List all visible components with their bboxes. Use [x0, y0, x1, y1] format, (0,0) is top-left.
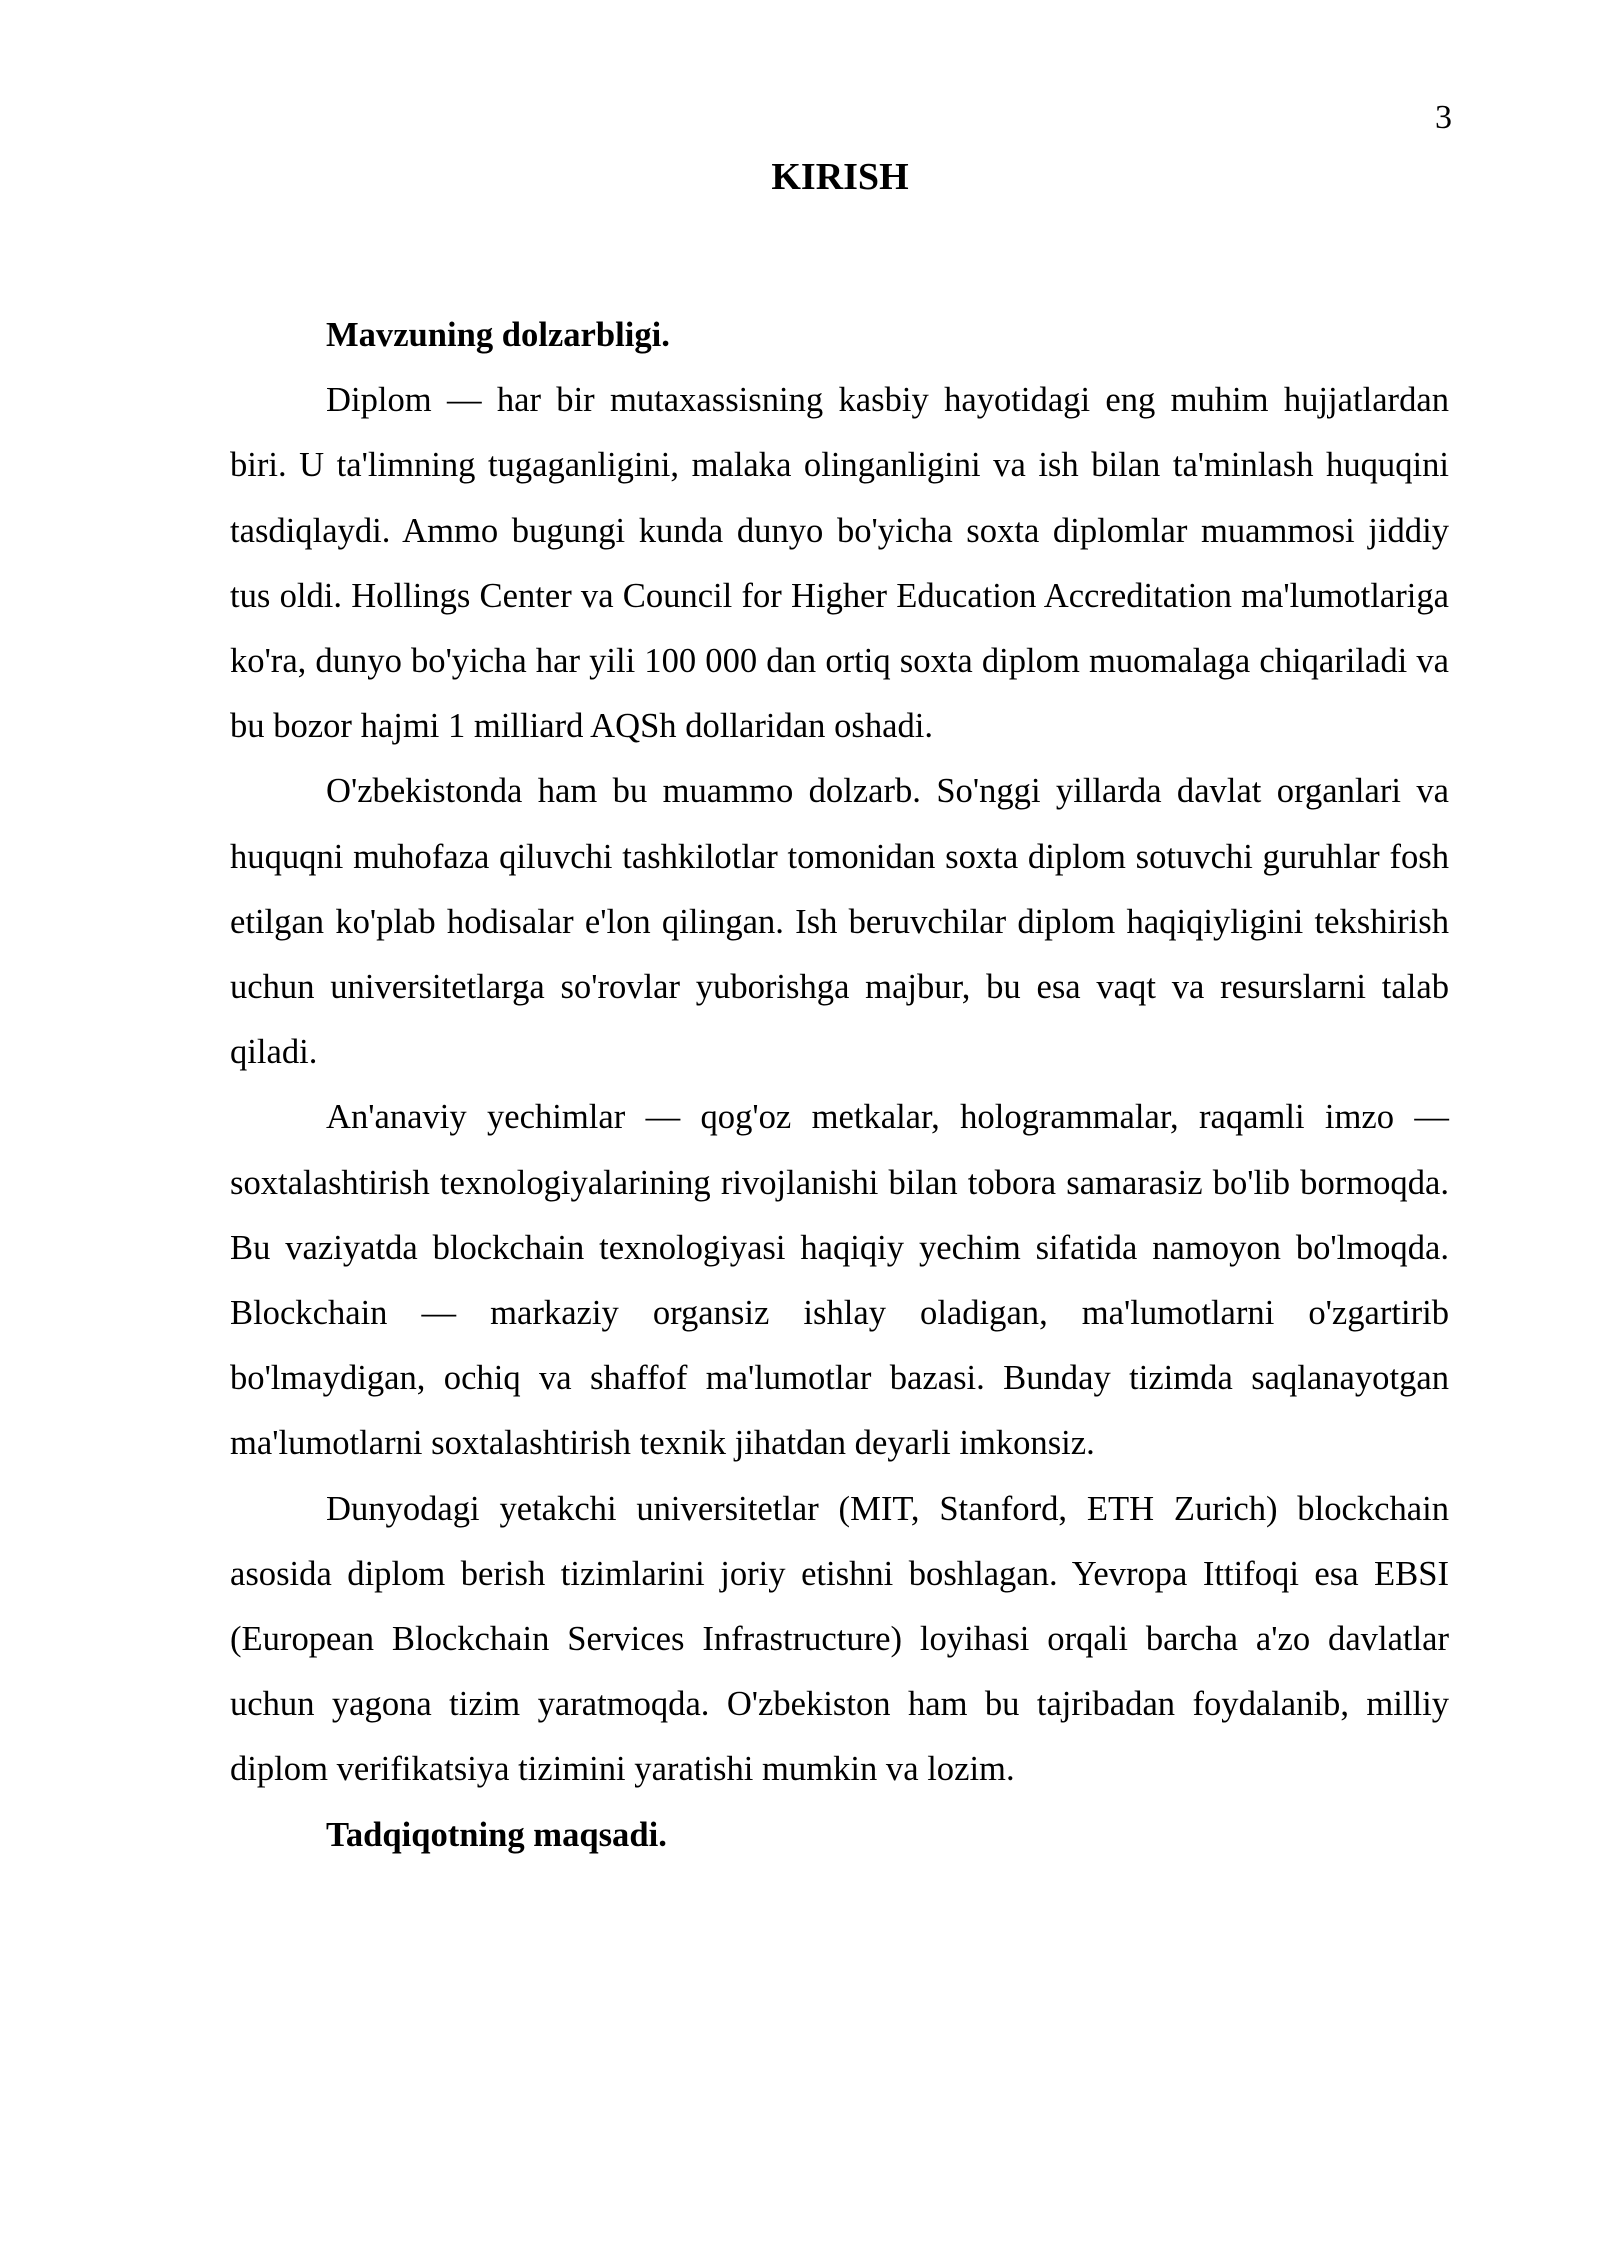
page-title: KIRISH [771, 156, 909, 198]
paragraph: Diplom — har bir mutaxassisning kasbiy hayotidagi eng muhim hujjatlardan biri. U ta'limning tugaganligini, malaka olinganligini va ish bilan ta'minlash huquqini tasdiqlaydi. Ammo bugungi kunda dunyo bo'yicha soxta diplomlar muammosi jiddiy tus oldi. Hollings Center va Council for Higher Education Accreditation ma'lumotlariga ko'ra, dunyo bo'yicha har yili 100 000 dan ortiq soxta diplom muomalaga chiqariladi va bu bozor hajmi 1 milliard AQSh dollaridan oshadi. [230, 381, 1449, 746]
paragraph: O'zbekistonda ham bu muammo dolzarb. So'nggi yillarda davlat organlari va huquqni muhofaza qiluvchi tashkilotlar tomonidan soxta diplom sotuvchi guruhlar fosh etilgan ko'plab hodisalar e'lon qilingan. Ish beruvchilar diplom haqiqiyligini tekshirish uchun universitetlarga so'rovlar yuborishga majbur, bu esa vaqt va resurslarni talab qiladi. [230, 772, 1449, 1072]
paragraph: An'anaviy yechimlar — qog'oz metkalar, hologrammalar, raqamli imzo — soxtalashtirish texnologiyalarining rivojlanishi bilan tobora samarasiz bo'lib bormoqda. Bu vaziyatda blockchain texnologiyasi haqiqiy yechim sifatida namoyon bo'lmoqda. Blockchain — markaziy organsiz ishlay oladigan, ma'lumotlarni o'zgartirib bo'lmaydigan, ochiq va shaffof ma'lumotlar bazasi. Bunday tizimda saqlanayotgan ma'lumotlarni soxtalashtirish texnik jihatdan deyarli imkonsiz. [230, 1098, 1449, 1463]
page-number: 3 [1435, 99, 1452, 136]
section-heading-relevance: Mavzuning dolzarbligi. [326, 316, 670, 354]
section-heading-goal: Tadqiqotning maqsadi. [326, 1815, 667, 1854]
paragraph: Dunyodagi yetakchi universitetlar (MIT, Stanford, ETH Zurich) blockchain asosida diplom berish tizimlarini joriy etishni boshlagan. Yevropa Ittifoqi esa EBSI (European Blockchain Services Infrastructure) loyihasi orqali barcha a'zo davlatlar uchun yagona tizim yaratmoqda. O'zbekiston ham bu tajribadan foydalanib, milliy diplom verifikatsiya tizimini yaratishi mumkin va lozim. [230, 1489, 1449, 1789]
page-content [230, 303, 1449, 1868]
